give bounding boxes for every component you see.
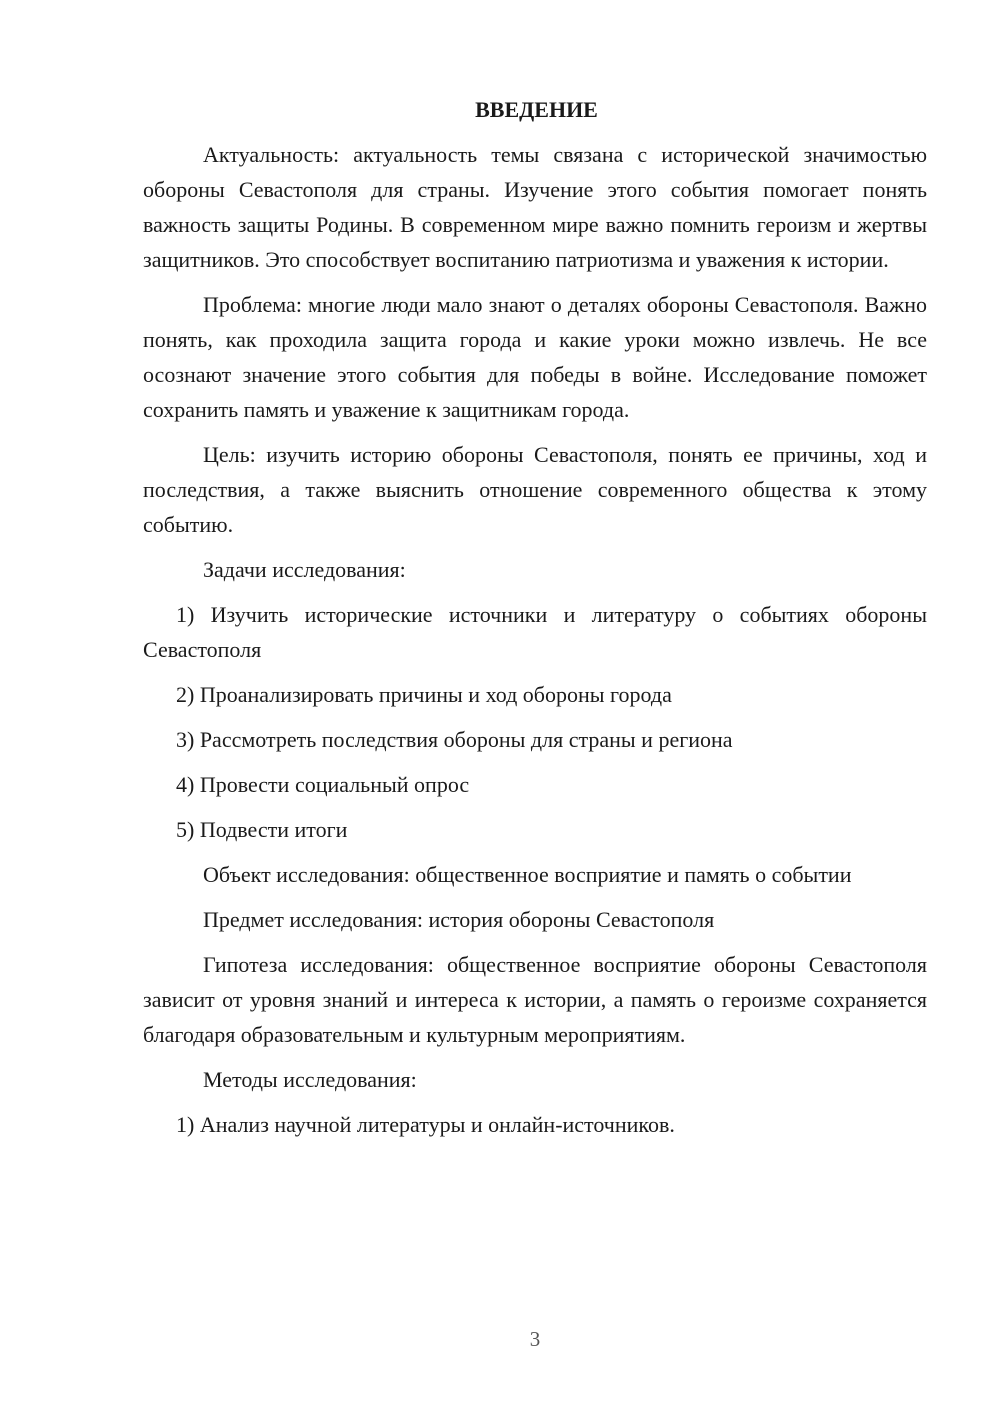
list-item: 5) Подвести итоги	[176, 817, 348, 842]
list-item: 3) Рассмотреть последствия обороны для страны и региона	[176, 727, 733, 752]
tasks-title: Задачи исследования:	[203, 557, 406, 582]
relevance-paragraph: Актуальность: актуальность темы связана с исторической значимостью обороны Севастополя для страны. Изучение этого события помогает понять важность защиты Родины. В современном мире важно помнить героизм и жертвы защитников. Это способствует воспитанию патриотизма и уважения к истории.	[143, 142, 927, 272]
problem-paragraph: Проблема: многие люди мало знают о деталях обороны Севастополя. Важно понять, как проходила защита города и какие уроки можно извлечь. Не все осознают значение этого события для победы в войне. Исследование поможет сохранить память и уважение к защитникам города.	[143, 292, 927, 422]
list-item: 1) Изучить исторические источники и литературу о событиях обороны Севастополя	[143, 602, 927, 662]
section-heading: ВВЕДЕНИЕ	[475, 97, 598, 122]
list-item: 2) Проанализировать причины и ход обороны города	[176, 682, 672, 707]
subject-paragraph: Предмет исследования: история обороны Севастополя	[203, 907, 715, 932]
methods-title: Методы исследования:	[203, 1067, 417, 1092]
hypothesis-paragraph: Гипотеза исследования: общественное восприятие обороны Севастополя зависит от уровня знаний и интереса к истории, а память о героизме сохраняется благодаря образовательным и культурным мероприятиям.	[143, 952, 927, 1047]
page-number: 3	[529, 1327, 541, 1351]
methods-list	[143, 1107, 927, 1142]
document-page	[143, 92, 927, 1152]
list-item: 4) Провести социальный опрос	[176, 772, 470, 797]
goal-paragraph: Цель: изучить историю обороны Севастополя, понять ее причины, ход и последствия, а также выяснить отношение современного общества к этому событию.	[143, 442, 927, 537]
tasks-list	[143, 597, 927, 847]
list-item: 1) Анализ научной литературы и онлайн-источников.	[176, 1112, 675, 1137]
object-paragraph: Объект исследования: общественное восприятие и память о событии	[203, 862, 852, 887]
